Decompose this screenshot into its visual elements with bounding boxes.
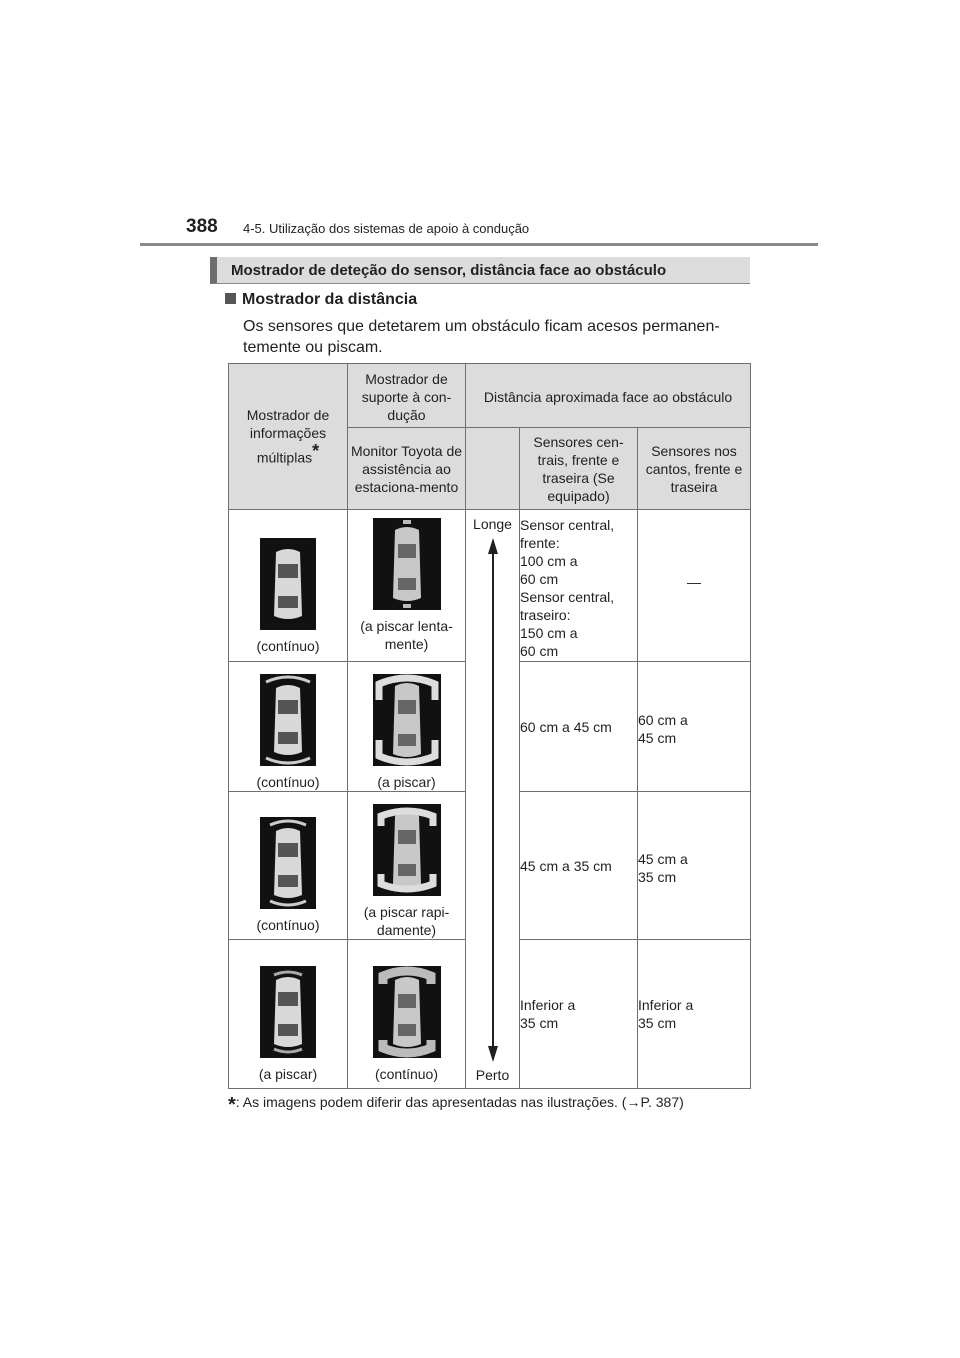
corner-line: 35 cm (638, 869, 677, 885)
section-title: Mostrador de deteção do sensor, distância face ao obstáculo (231, 262, 667, 279)
central-line: frente: (520, 535, 560, 551)
arrow-label-near: Perto (475, 1067, 510, 1083)
central-line: Sensor central, (520, 589, 615, 605)
footnote-text: : As imagens podem diferir das apresentadas nas ilustrações. (→P. 387) (235, 1094, 684, 1110)
distance-table (228, 363, 751, 1089)
multi-display-caption: (a piscar) (258, 1065, 318, 1082)
multi-display-caption: (contínuo) (256, 638, 320, 654)
corner-distance-cell (638, 662, 751, 792)
running-head: 4-5. Utilização dos sistemas de apoio à condução (243, 221, 530, 236)
multi-display-cell (229, 510, 348, 662)
corner-line: 45 cm (638, 730, 677, 746)
col-header-central: Sensores cen-trais, frente e traseira (Se equipado) (520, 428, 638, 510)
central-distance-cell: 60 cm a 45 cm (520, 662, 638, 792)
multi-display-cell (229, 662, 348, 792)
subheading (225, 291, 417, 309)
central-line: 100 cm a (520, 553, 578, 569)
monitor-display-caption: (a piscar rapi-damente) (363, 904, 450, 938)
central-line: Inferior a (520, 997, 576, 1013)
central-distance-cell: 45 cm a 35 cm (520, 792, 638, 940)
multi-display-caption: (contínuo) (256, 917, 320, 933)
multi-display-cell (229, 940, 348, 1089)
page-number: 388 (186, 216, 218, 237)
monitor-display-car-icon (373, 518, 441, 610)
multi-display-car-icon (260, 817, 316, 909)
central-line: 60 cm (520, 571, 559, 587)
footnote-star-marker: * (228, 1094, 236, 1116)
col-header-distance: Distância aproximada face ao obstáculo (466, 364, 751, 428)
col-header-support: Mostrador de suporte à con-dução (348, 364, 466, 428)
central-distance-cell (520, 510, 638, 662)
monitor-display-caption: (a piscar) (377, 774, 436, 790)
monitor-display-cell (348, 510, 466, 662)
corner-line: 45 cm a (638, 851, 688, 867)
central-line: Sensor central, (520, 517, 615, 533)
central-line: traseiro: (520, 607, 571, 623)
corner-distance-cell (638, 792, 751, 940)
corner-line: 35 cm (638, 1015, 677, 1031)
square-bullet-icon (225, 293, 236, 304)
distance-arrow-cell (466, 510, 520, 1089)
monitor-display-cell (348, 940, 466, 1089)
col-header-corner: Sensores nos cantos, frente e traseira (638, 428, 751, 510)
col-header-multi (229, 364, 348, 510)
monitor-display-cell (348, 792, 466, 940)
corner-line: 60 cm a (638, 712, 688, 728)
monitor-display-caption: (contínuo) (374, 1065, 439, 1082)
multi-display-cell (229, 792, 348, 940)
arrow-label-far: Longe (473, 516, 512, 532)
col-header-distance-gap (466, 428, 520, 510)
monitor-display-caption: (a piscar lenta-mente) (360, 618, 453, 652)
monitor-display-car-icon (373, 966, 441, 1058)
corner-distance-cell: — (638, 510, 751, 662)
footnote (228, 1094, 684, 1117)
central-line: 35 cm (520, 1015, 559, 1031)
subheading-text: Mostrador da distância (242, 291, 418, 308)
header-rule (140, 243, 818, 246)
double-arrow-icon (466, 538, 520, 1062)
central-line: 150 cm a (520, 625, 578, 641)
monitor-display-car-icon (373, 674, 441, 766)
central-line: 60 cm (520, 643, 559, 659)
multi-display-caption: (contínuo) (256, 774, 320, 790)
col-header-multi-text: Mostrador de informações múltiplas (246, 407, 330, 466)
intro-paragraph: Os sensores que detetarem um obstáculo ficam acesos permanen- temente ou piscam. (243, 318, 720, 356)
col-header-monitor: Monitor Toyota de assistência ao estaciona-mento (348, 428, 466, 510)
monitor-display-cell (348, 662, 466, 792)
monitor-display-car-icon (373, 804, 441, 896)
section-bar (210, 257, 750, 284)
central-distance-cell (520, 940, 638, 1089)
corner-line: Inferior a (638, 997, 694, 1013)
multi-display-car-icon (260, 966, 316, 1058)
multi-display-car-icon (260, 674, 316, 766)
table-row (229, 510, 751, 662)
footnote-star: * (312, 441, 320, 462)
corner-distance-cell (638, 940, 751, 1089)
multi-display-car-icon (260, 538, 316, 630)
